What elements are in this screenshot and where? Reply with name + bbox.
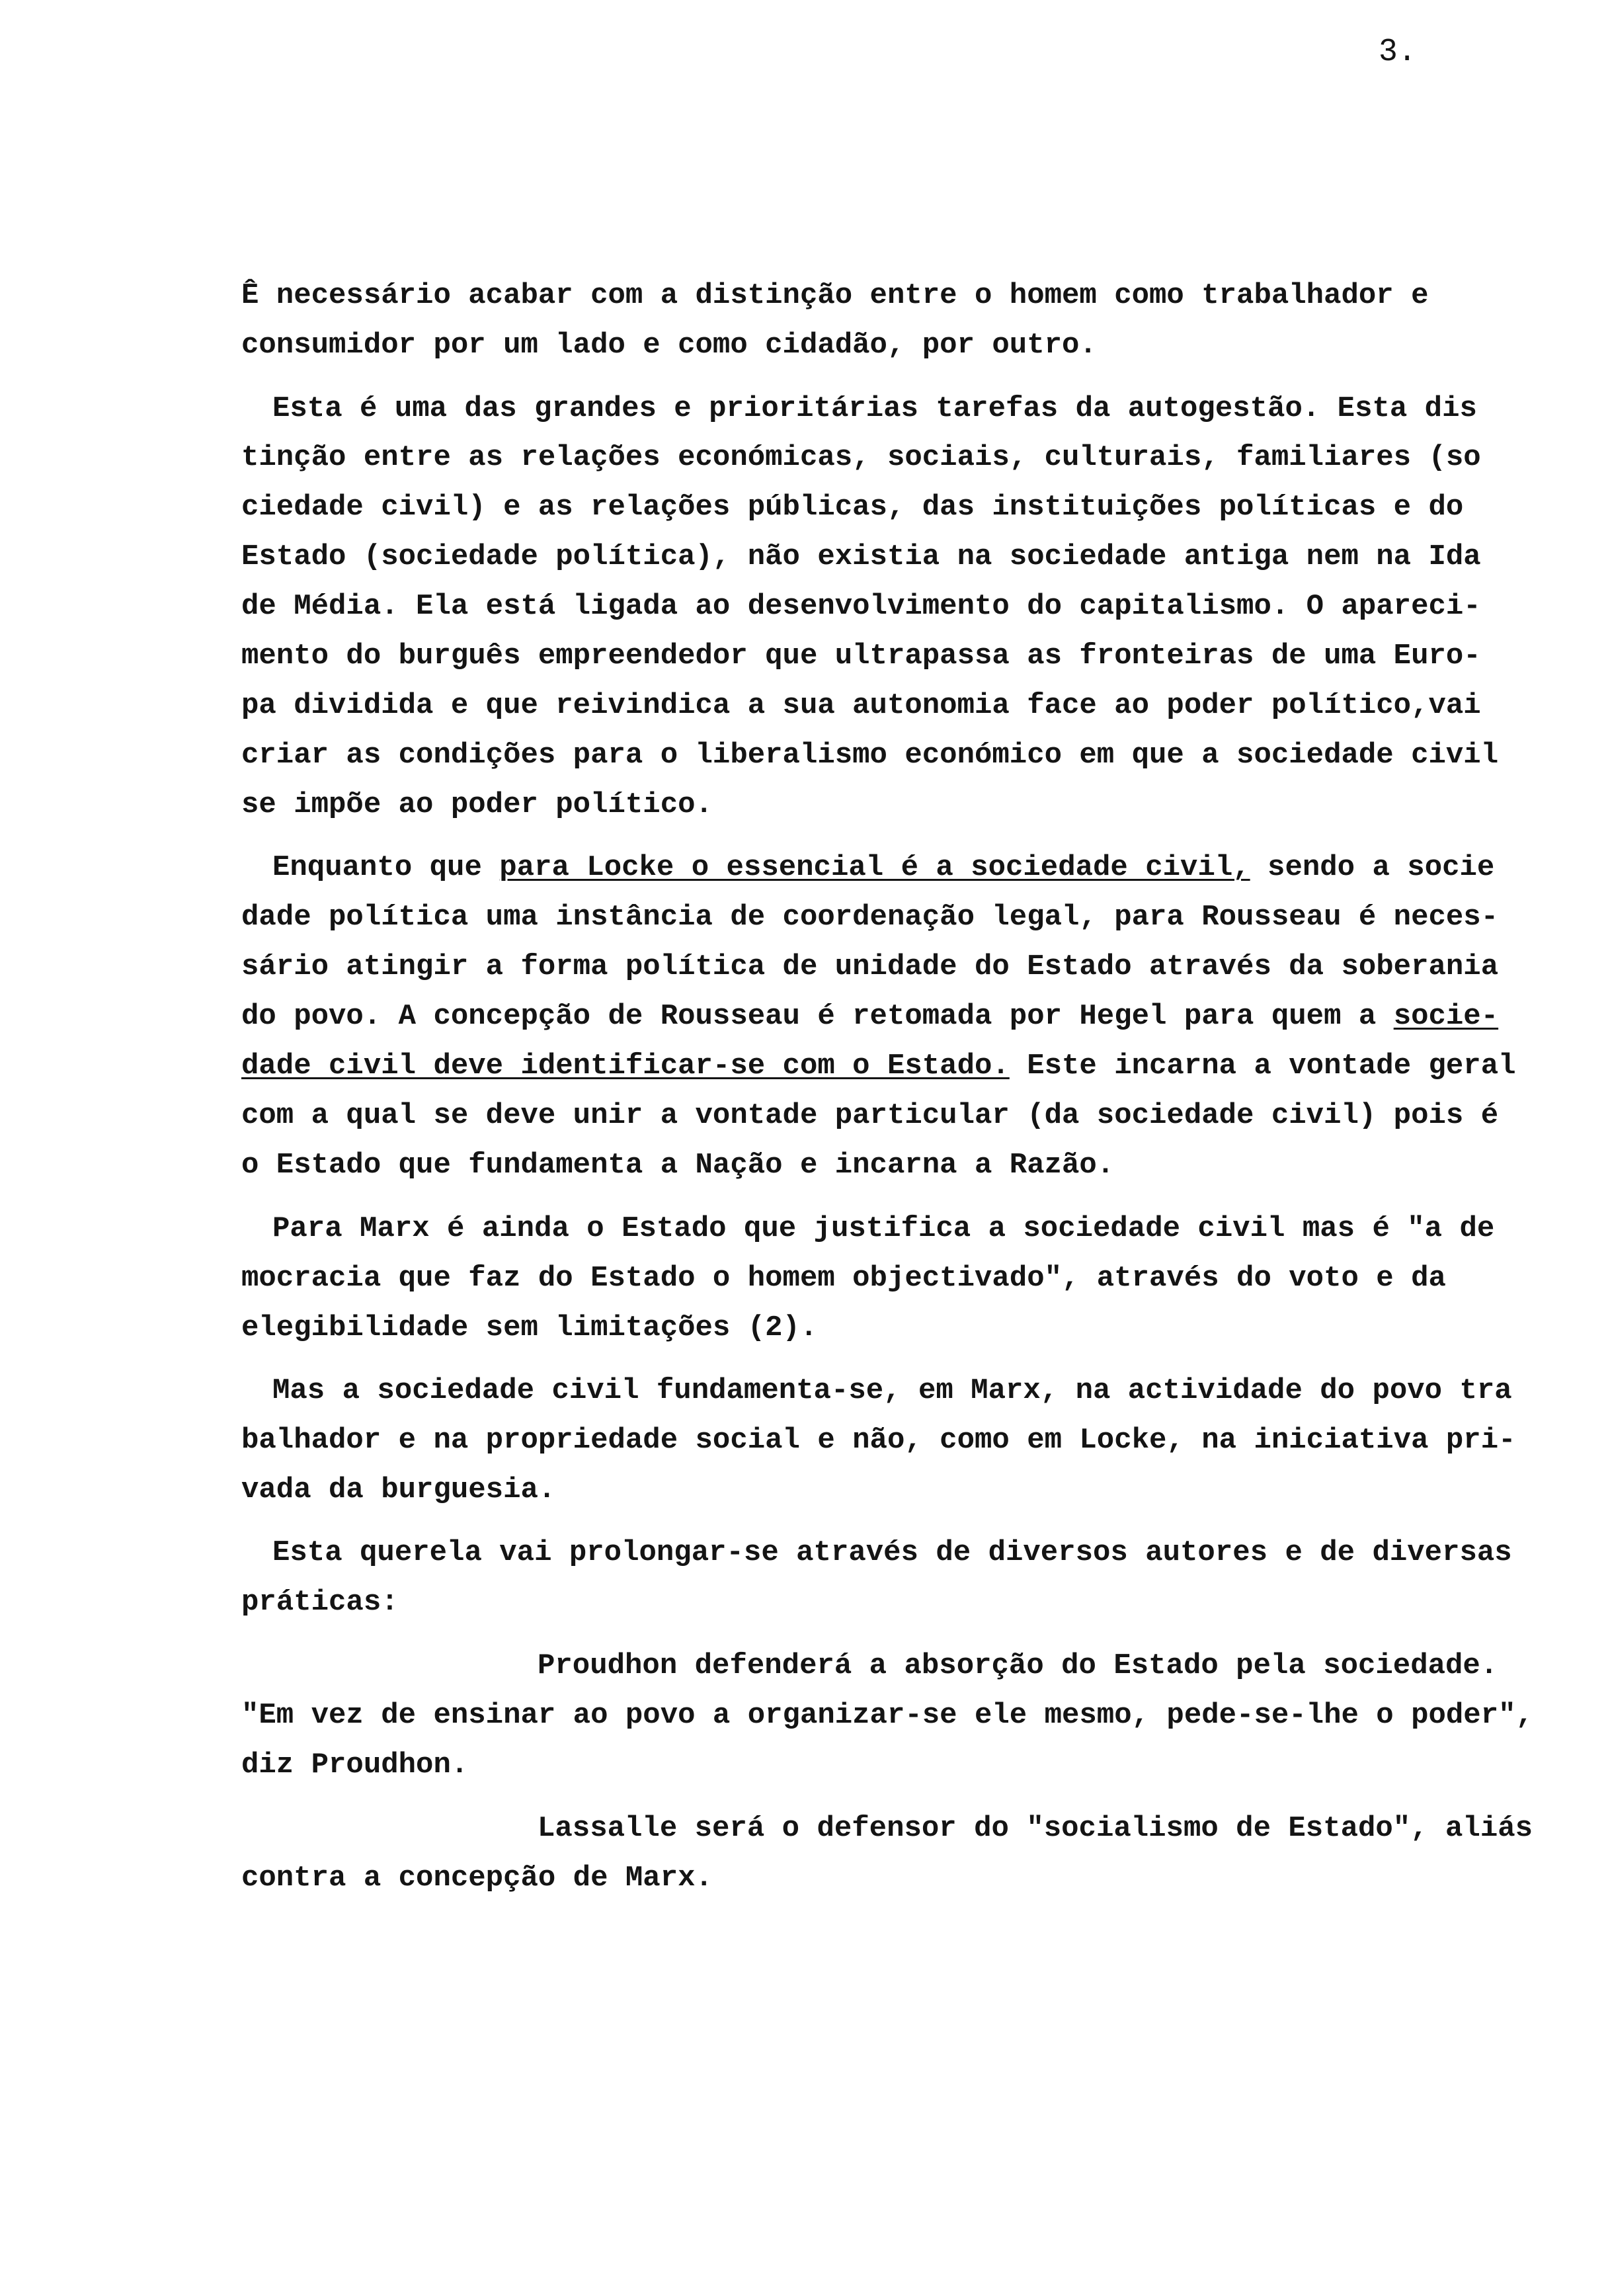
text-line: contra a concepção de Marx. <box>241 1862 713 1895</box>
page-number: 3. <box>1379 34 1417 70</box>
text-line-underlined <box>241 1049 1516 1084</box>
text-line: diz Proudhon. <box>241 1748 469 1782</box>
text-line: com a qual se deve unir a vontade particular (da sociedade civil) pois é <box>241 1099 1499 1132</box>
text-line: elegibilidade sem limitações (2). <box>241 1311 818 1344</box>
text-line: criar as condições para o liberalismo económico em que a sociedade civil <box>241 739 1499 772</box>
text-line: de Média. Ela está ligada ao desenvolvimento do capitalismo. O apareci- <box>241 590 1481 623</box>
text-line: pa dividida e que reivindica a sua autonomia face ao poder político,vai <box>241 689 1481 722</box>
text-run: Enquanto que <box>272 851 500 884</box>
text-line: mocracia que faz do Estado o homem objectivado", através do voto e da <box>241 1262 1446 1295</box>
text-line: Para Marx é ainda o Estado que justifica a sociedade civil mas é "a de <box>272 1212 1495 1245</box>
text-line: Lassalle será o defensor do "socialismo de Estado", aliás <box>538 1812 1533 1845</box>
text-line: tinção entre as relações económicas, sociais, culturais, familiares (so <box>241 441 1481 474</box>
text-line: práticas: <box>241 1586 399 1619</box>
text-run: Este incarna a vontade geral <box>1009 1049 1516 1083</box>
text-run: do povo. A concepção de Rousseau é retomada por Hegel para quem a <box>241 1000 1394 1033</box>
text-line: "Em vez de ensinar ao povo a organizar-se ele mesmo, pede-se-lhe o poder", <box>241 1699 1533 1732</box>
text-line: Ê necessário acabar com a distinção entre o homem como trabalhador e <box>241 279 1429 312</box>
underlined-run: para Locke o essencial é a sociedade civil, <box>499 851 1250 884</box>
text-line: Esta é uma das grandes e prioritárias tarefas da autogestão. Esta dis <box>272 392 1477 425</box>
text-line: Esta querela vai prolongar-se através de diversos autores e de diversas <box>272 1536 1512 1569</box>
text-line: Estado (sociedade política), não existia na sociedade antiga nem na Ida <box>241 540 1481 573</box>
underlined-run: dade civil deve identificar-se com o Estado. <box>241 1049 1010 1083</box>
text-line: sário atingir a forma política de unidade do Estado através da soberania <box>241 950 1499 983</box>
text-line: balhador e na propriedade social e não, como em Locke, na iniciativa pri- <box>241 1424 1516 1457</box>
text-line: consumidor por um lado e como cidadão, por outro. <box>241 329 1097 362</box>
text-line: vada da burguesia. <box>241 1473 556 1506</box>
text-line-underlined <box>241 1000 1498 1034</box>
text-line: Proudhon defenderá a absorção do Estado pela sociedade. <box>538 1649 1498 1682</box>
text-line: ciedade civil) e as relações públicas, das instituições políticas e do <box>241 491 1464 524</box>
text-line: mento do burguês empreendedor que ultrapassa as fronteiras de uma Euro- <box>241 639 1481 673</box>
underlined-run: socie- <box>1393 1000 1499 1033</box>
text-run: sendo a socie <box>1250 851 1495 884</box>
text-line: dade política uma instância de coordenação legal, para Rousseau é neces- <box>241 901 1499 934</box>
text-line: se impõe ao poder político. <box>241 788 713 821</box>
text-line: o Estado que fundamenta a Nação e incarna a Razão. <box>241 1149 1115 1182</box>
text-line-underlined <box>272 851 1494 885</box>
text-line: Mas a sociedade civil fundamenta-se, em Marx, na actividade do povo tra <box>272 1374 1512 1407</box>
